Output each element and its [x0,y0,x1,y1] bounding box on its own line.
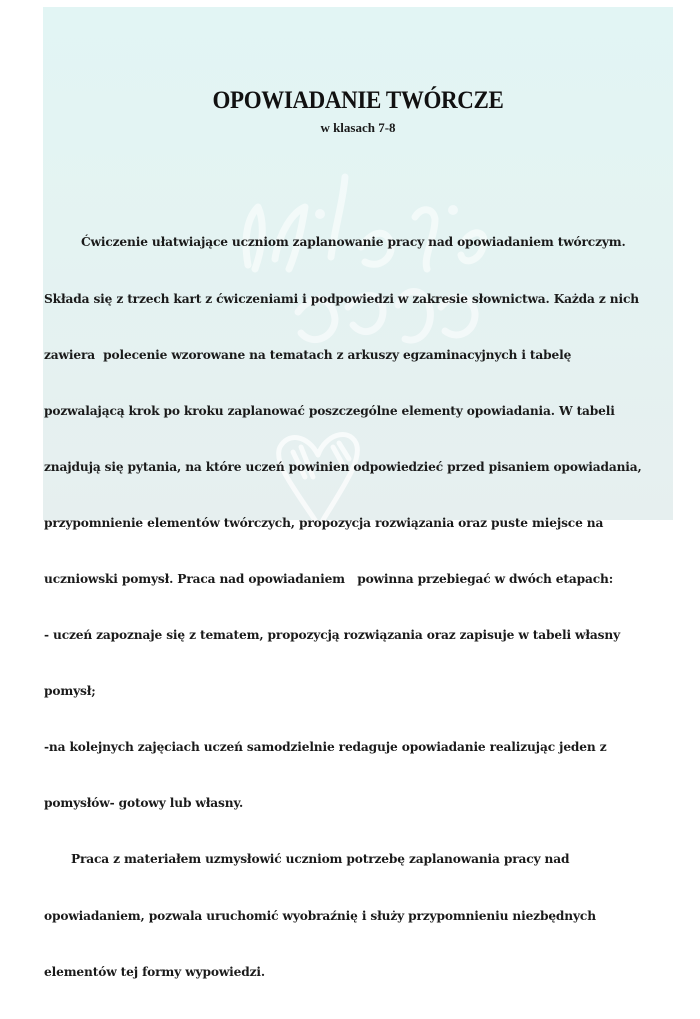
body-line: -na kolejnych zajęciach uczeń samodzielnie redaguje opowiadanie realizując jeden z [44,740,607,755]
body-line: opowiadaniem, pozwala uruchomić wyobraźnię i służy przypomnieniu niezbędnych [44,908,596,923]
page-subtitle: w klasach 7-8 [320,120,396,135]
body-line: Praca z materiałem uzmysłowić uczniom potrzebę zaplanowania pracy nad [71,852,570,867]
body-line: uczniowski pomysł. Praca nad opowiadaniem powinna przebiegać w dwóch etapach: [44,571,614,586]
document-body [44,196,672,1019]
body-line: Ćwiczenie ułatwiające uczniom zaplanowanie pracy nad opowiadaniem twórczym. [81,235,626,250]
body-line: znajdują się pytania, na które uczeń powinien odpowiedzieć przed pisaniem opowiadania, [44,459,642,474]
body-line: pozwalającą krok po kroku zaplanować poszczególne elementy opowiadania. W tabeli [44,403,615,418]
document-slide [43,7,673,979]
body-line: pomysłów- gotowy lub własny. [44,796,244,811]
body-line: - uczeń zapoznaje się z tematem, propozycją rozwiązania oraz zapisuje w tabeli własny [44,628,621,643]
body-line: Składa się z trzech kart z ćwiczeniami i podpowiedzi w zakresie słownictwa. Każda z nich [44,291,639,306]
body-line: pomysł; [44,684,96,699]
page-title: OPOWIADANIE TWÓRCZE [212,87,504,114]
body-line: zawiera polecenie wzorowane na tematach z arkuszy egzaminacyjnych i tabelę [44,347,572,362]
body-line: przypomnienie elementów twórczych, propozycja rozwiązania oraz puste miejsce na [44,515,604,530]
body-line: elementów tej formy wypowiedzi. [44,964,265,979]
